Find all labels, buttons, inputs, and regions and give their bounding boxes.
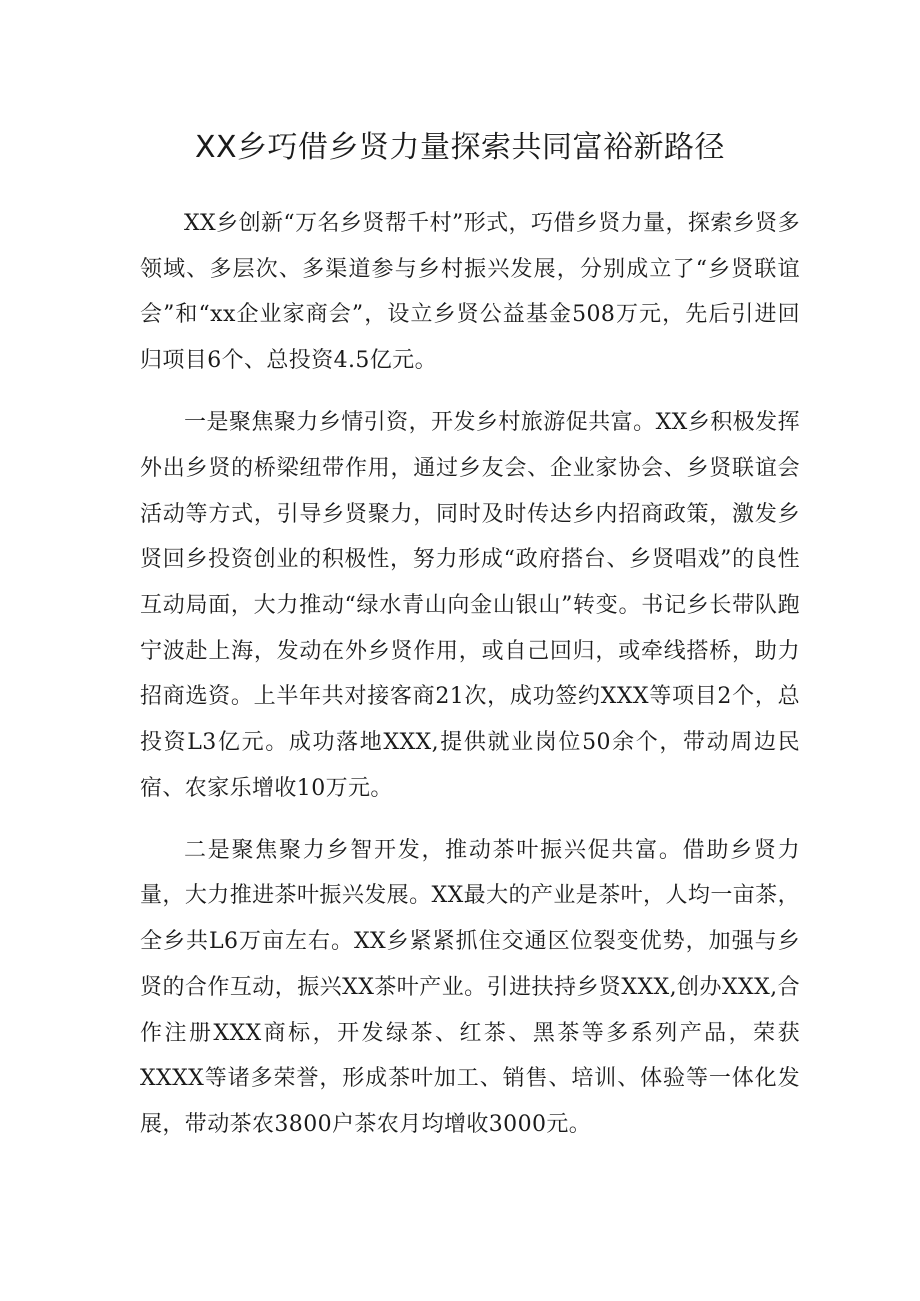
- paragraph-tourism: 一是聚焦聚力乡情引资，开发乡村旅游促共富。XX乡积极发挥外出乡贤的桥梁纽带作用，通过乡友会、企业家协会、乡贤联谊会活动等方式，引导乡贤聚力，同时及时传达乡内招商政策，激发乡贤回乡投资创业的积极性，努力形成“政府搭台、乡贤唱戏”的良性互动局面，大力推动“绿水青山向金山银山”转变。书记乡长带队跑宁波赴上海，发动在外乡贤作用，或自己回归，或牵线搭桥，助力招商选资。上半年共对接客商21次，成功签约XXX等项目2个，总投资L3亿元。成功落地XXX,提供就业岗位50余个，带动周边民宿、农家乐增收10万元。: [140, 410, 800, 801]
- paragraph-intro: XX乡创新“万名乡贤帮千村”形式，巧借乡贤力量，探索乡贤多领域、多层次、多渠道参与乡村振兴发展，分别成立了“乡贤联谊会”和“xx企业家商会”，设立乡贤公益基金508万元，先后引进回归项目6个、总投资4.5亿元。: [140, 211, 800, 374]
- paragraph-tea: 二是聚焦聚力乡智开发，推动茶叶振兴促共富。借助乡贤力量，大力推进茶叶振兴发展。XX最大的产业是茶叶，人均一亩茶，全乡共L6万亩左右。XX乡紧紧抓住交通区位裂变优势，加强与乡贤的合作互动，振兴XX茶叶产业。引进扶持乡贤XXX,创办XXX,合作注册XXX商标，开发绿茶、红茶、黑茶等多系列产品，荣获XXXX等诸多荣誉，形成茶叶加工、销售、培训、体验等一体化发展，带动茶农3800户茶农月均增收3000元。: [140, 837, 800, 1137]
- document-body: [140, 201, 800, 1164]
- document-title: XX乡巧借乡贤力量探索共同富裕新路径: [194, 130, 726, 165]
